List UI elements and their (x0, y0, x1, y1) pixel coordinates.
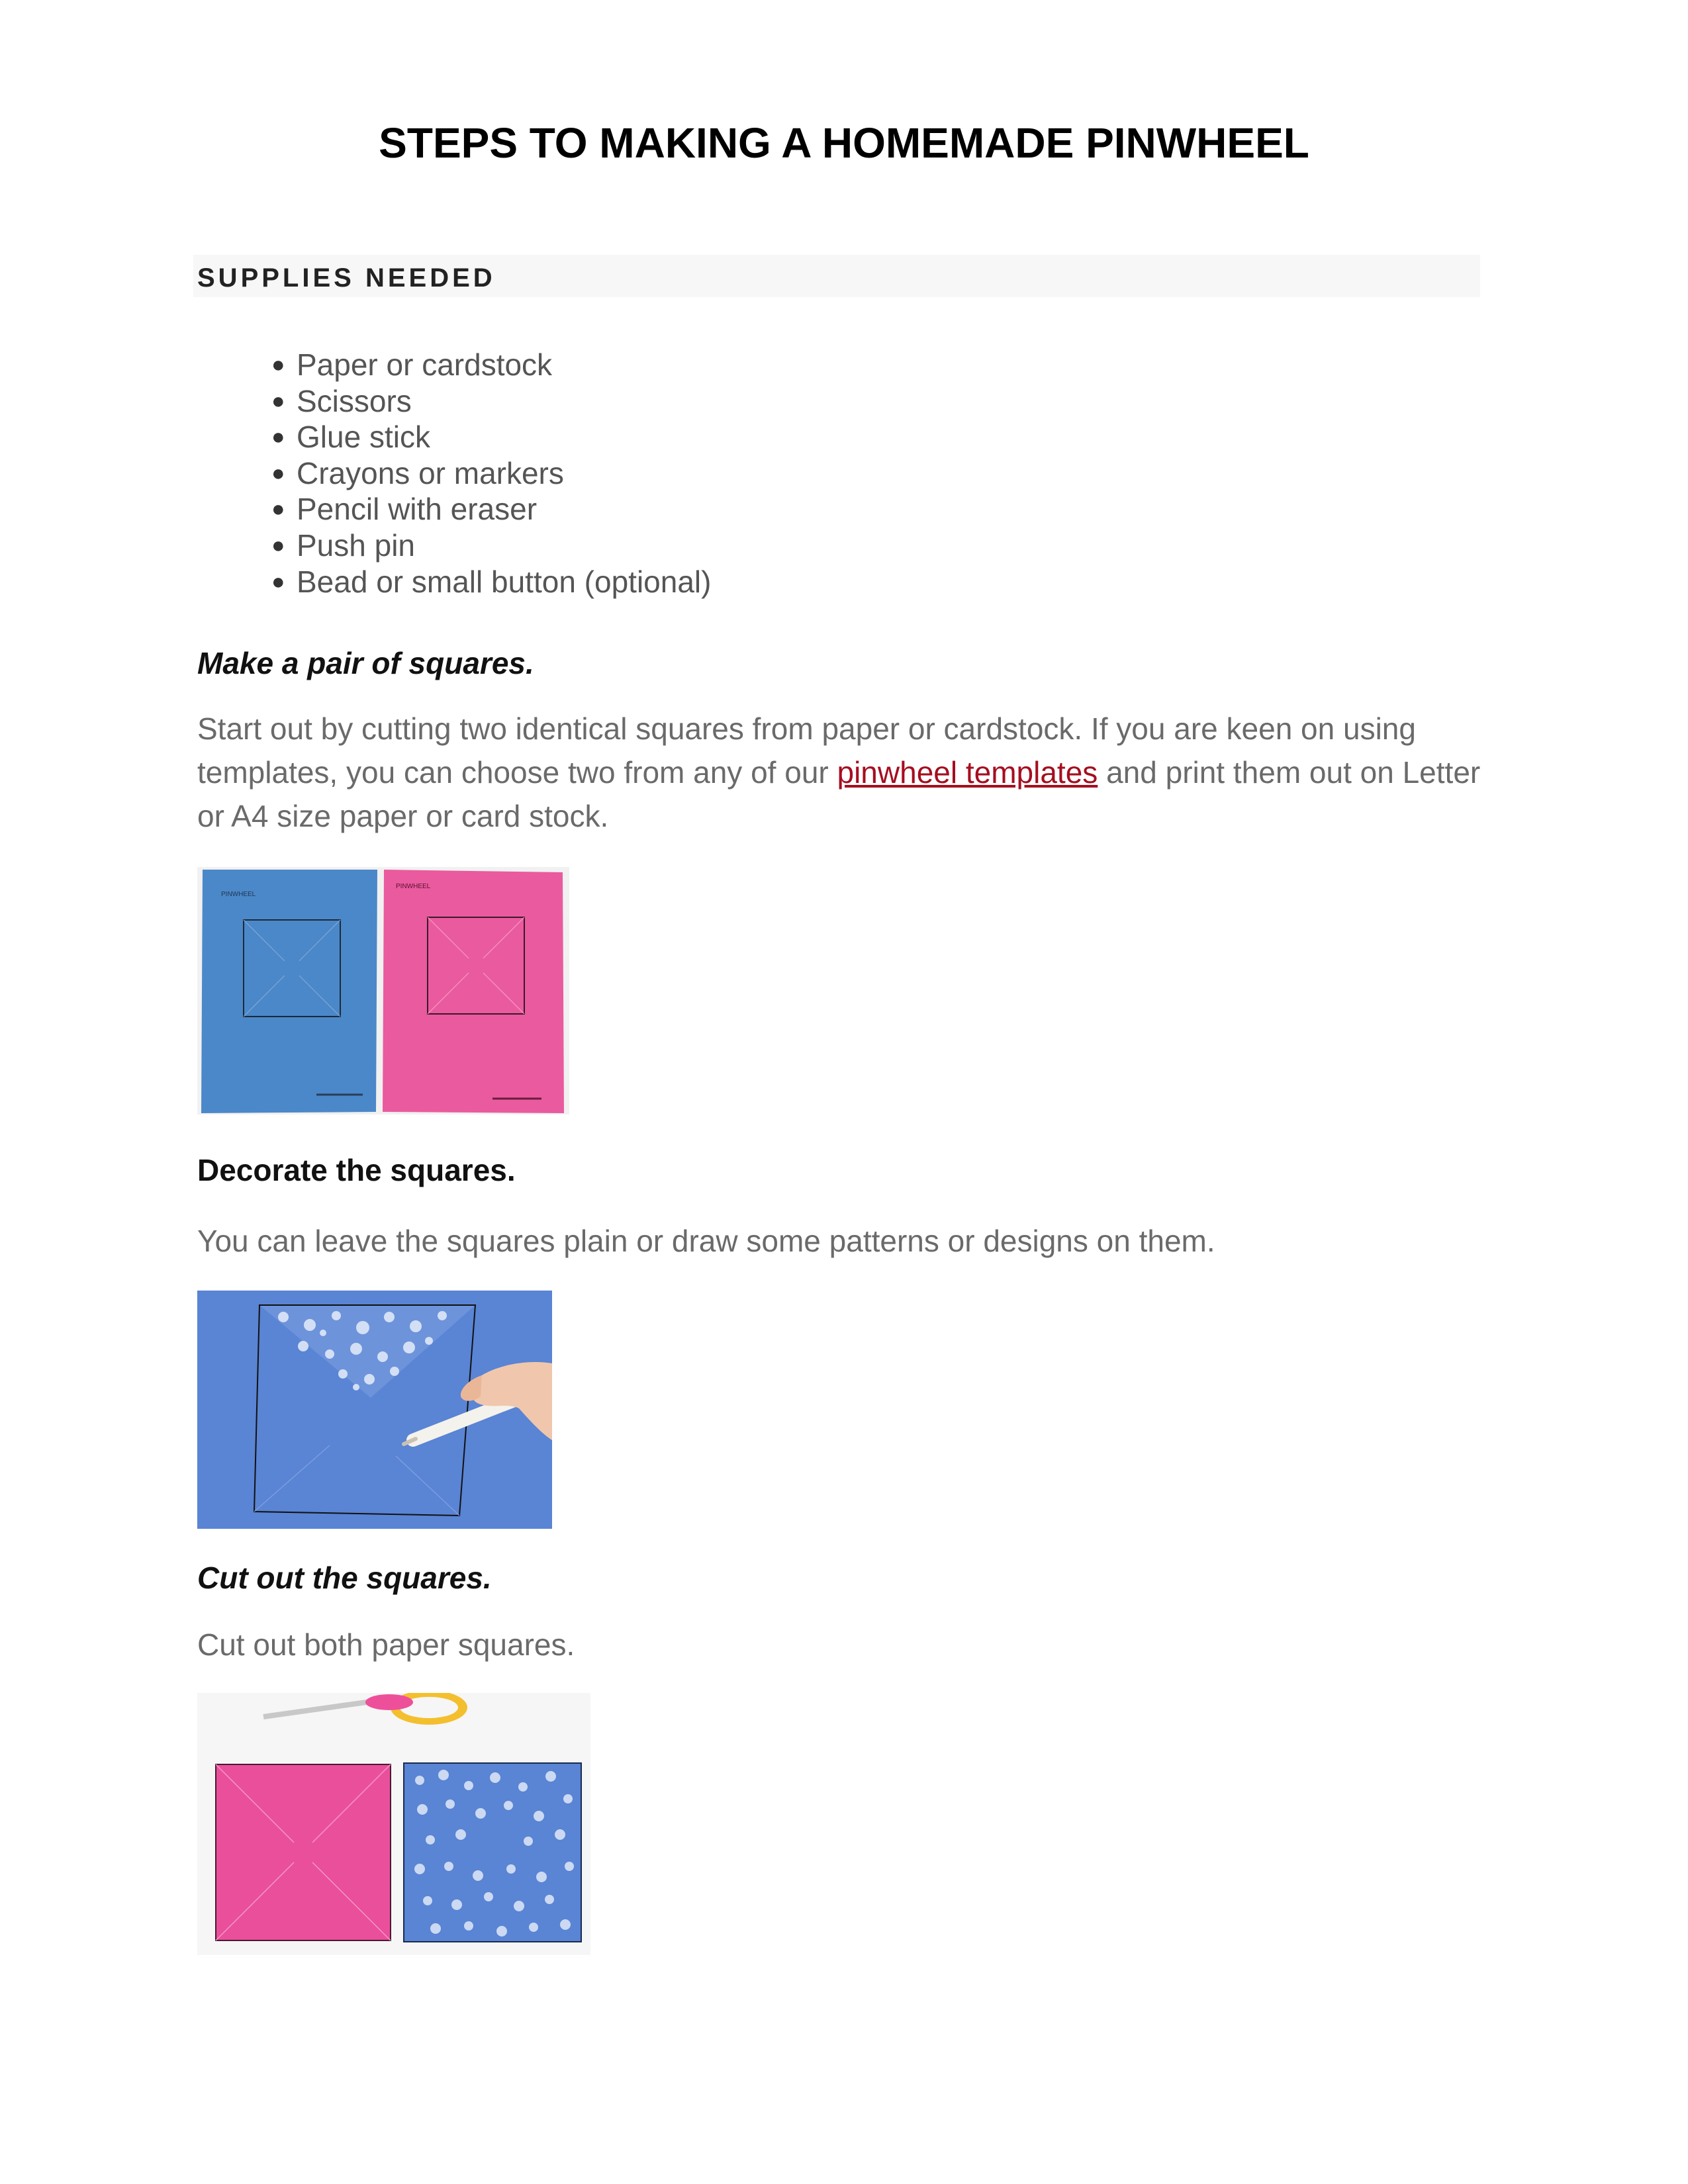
list-item (271, 564, 711, 600)
step-3-text: Cut out both paper squares. (197, 1627, 575, 1662)
template-sheets-photo (197, 867, 569, 1115)
step-1-text-part: and print them out on Letter or A4 size paper or card stock. (197, 755, 1481, 833)
list-item (271, 527, 711, 564)
bullet-icon: ● (271, 424, 285, 450)
step-2-text: You can leave the squares plain or draw some patterns or designs on them. (197, 1224, 1215, 1258)
list-item-label: Pencil with eraser (297, 492, 538, 527)
bullet-icon: ● (271, 496, 285, 522)
step-1-text-part: Start out by cutting two identical squares from paper or cardstock. If you are keen on using templates, you can choose two from any of our (197, 711, 1416, 790)
bullet-icon: ● (271, 460, 285, 486)
supplies-heading: SUPPLIES NEEDED (197, 263, 496, 293)
pinwheel-templates-link[interactable]: pinwheel templates (837, 755, 1098, 790)
list-item-label: Paper or cardstock (297, 347, 553, 382)
list-item-label: Bead or small button (optional) (297, 564, 712, 599)
list-item-label: Glue stick (297, 420, 430, 455)
decorating-square-photo (197, 1291, 552, 1529)
list-item (271, 455, 711, 492)
step-1-text (197, 707, 1495, 838)
list-item-label: Scissors (297, 383, 412, 418)
supplies-list (271, 347, 711, 600)
list-item-label: Crayons or markers (297, 455, 564, 490)
list-item (271, 419, 711, 455)
sheet-label: PINWHEEL (396, 883, 431, 890)
cut-squares-photo (197, 1693, 590, 1955)
list-item (271, 347, 711, 383)
bullet-icon: ● (271, 388, 285, 414)
list-item (271, 383, 711, 420)
document-title: STEPS TO MAKING A HOMEMADE PINWHEEL (379, 119, 1309, 167)
bullet-icon: ● (271, 569, 285, 594)
step-1-heading: Make a pair of squares. (197, 646, 534, 680)
step-3-heading: Cut out the squares. (197, 1561, 492, 1595)
step-2-heading: Decorate the squares. (197, 1153, 516, 1187)
bullet-icon: ● (271, 532, 285, 558)
list-item (271, 491, 711, 527)
list-item-label: Push pin (297, 527, 416, 563)
sheet-label: PINWHEEL (221, 891, 256, 898)
bullet-icon: ● (271, 352, 285, 377)
